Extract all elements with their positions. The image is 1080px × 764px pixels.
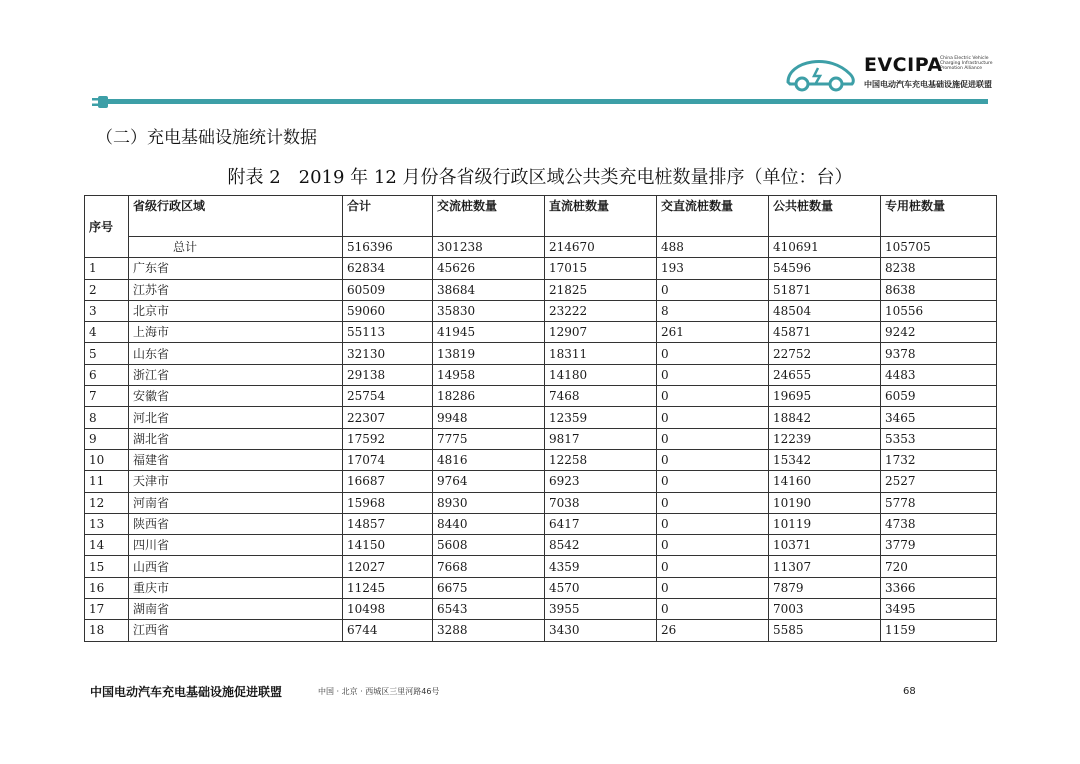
- table-cell: 12359: [545, 407, 657, 428]
- table-cell: 24655: [769, 364, 881, 385]
- table-cell: 0: [657, 407, 769, 428]
- table-cell: 4816: [433, 449, 545, 470]
- logo-wordmark: EVCIPA: [864, 54, 943, 76]
- table-cell: 59060: [343, 300, 433, 321]
- table-cell: 浙江省: [129, 364, 343, 385]
- table-cell: 14150: [343, 535, 433, 556]
- table-row: [85, 535, 997, 556]
- table-cell: 1732: [881, 449, 997, 470]
- header-total: 合计: [343, 196, 433, 237]
- table-cell: 7038: [545, 492, 657, 513]
- table-cell: 0: [657, 343, 769, 364]
- table-row: [85, 407, 997, 428]
- table-cell: 17592: [343, 428, 433, 449]
- table-cell: 51871: [769, 279, 881, 300]
- table-cell: 5778: [881, 492, 997, 513]
- table-cell: 22307: [343, 407, 433, 428]
- table-cell: 8: [85, 407, 129, 428]
- table-cell: 11245: [343, 577, 433, 598]
- table-row: [85, 513, 997, 534]
- table-cell: 3955: [545, 599, 657, 620]
- footer-address: 中国 · 北京 · 西城区三里河路46号: [318, 687, 440, 696]
- table-cell: 4570: [545, 577, 657, 598]
- table-cell: 江西省: [129, 620, 343, 641]
- table-cell: 6923: [545, 471, 657, 492]
- table-cell: 9764: [433, 471, 545, 492]
- total-row: [85, 237, 997, 258]
- table-cell: 0: [657, 279, 769, 300]
- table-cell: 福建省: [129, 449, 343, 470]
- table-cell: 720: [881, 556, 997, 577]
- header-seq: 序号: [85, 196, 129, 258]
- section-title: （二）充电基础设施统计数据: [96, 128, 317, 148]
- table-cell: 2527: [881, 471, 997, 492]
- table-cell: 湖北省: [129, 428, 343, 449]
- total-cell: 301238: [433, 237, 545, 258]
- table-cell: 13: [85, 513, 129, 534]
- table-cell: 0: [657, 386, 769, 407]
- table-cell: 0: [657, 535, 769, 556]
- header-public: 公共桩数量: [769, 196, 881, 237]
- header-rule: [108, 99, 988, 104]
- table-row: [85, 386, 997, 407]
- table-cell: 18842: [769, 407, 881, 428]
- table-cell: 8238: [881, 258, 997, 279]
- table-cell: 安徽省: [129, 386, 343, 407]
- table-cell: 14160: [769, 471, 881, 492]
- header-dedicated: 专用桩数量: [881, 196, 997, 237]
- table-cell: 6675: [433, 577, 545, 598]
- table-cell: 9817: [545, 428, 657, 449]
- table-row: [85, 300, 997, 321]
- table-cell: 0: [657, 577, 769, 598]
- table-cell: 11307: [769, 556, 881, 577]
- table-cell: 23222: [545, 300, 657, 321]
- table-cell: 4359: [545, 556, 657, 577]
- footer-org: 中国电动汽车充电基础设施促进联盟: [90, 685, 283, 699]
- table-cell: 18: [85, 620, 129, 641]
- table-title: 附表 2 2019 年 12 月份各省级行政区域公共类充电桩数量排序（单位：台）: [227, 167, 853, 188]
- table-cell: 6417: [545, 513, 657, 534]
- table-cell: 7003: [769, 599, 881, 620]
- table-cell: 13819: [433, 343, 545, 364]
- table-cell: 193: [657, 258, 769, 279]
- table-cell: 12027: [343, 556, 433, 577]
- table-cell: 32130: [343, 343, 433, 364]
- table-cell: 0: [657, 471, 769, 492]
- header-dc: 直流桩数量: [545, 196, 657, 237]
- table-cell: 14857: [343, 513, 433, 534]
- table-cell: 38684: [433, 279, 545, 300]
- table-cell: 18286: [433, 386, 545, 407]
- table-cell: 山西省: [129, 556, 343, 577]
- table-cell: 0: [657, 556, 769, 577]
- header-acdc: 交直流桩数量: [657, 196, 769, 237]
- table-cell: 9378: [881, 343, 997, 364]
- table-cell: 北京市: [129, 300, 343, 321]
- table-cell: 7: [85, 386, 129, 407]
- table-cell: 6543: [433, 599, 545, 620]
- table-row: [85, 428, 997, 449]
- table-cell: 48504: [769, 300, 881, 321]
- table-row: [85, 343, 997, 364]
- table-cell: 4738: [881, 513, 997, 534]
- total-cell: 516396: [343, 237, 433, 258]
- table-cell: 江苏省: [129, 279, 343, 300]
- table-cell: 山东省: [129, 343, 343, 364]
- table-cell: 8542: [545, 535, 657, 556]
- table-cell: 18311: [545, 343, 657, 364]
- table-cell: 15968: [343, 492, 433, 513]
- table-cell: 0: [657, 492, 769, 513]
- table-cell: 5: [85, 343, 129, 364]
- table-cell: 3: [85, 300, 129, 321]
- table-row: [85, 322, 997, 343]
- table-cell: 7879: [769, 577, 881, 598]
- table-cell: 41945: [433, 322, 545, 343]
- total-cell: 488: [657, 237, 769, 258]
- table-cell: 7775: [433, 428, 545, 449]
- table-cell: 3465: [881, 407, 997, 428]
- table-cell: 3366: [881, 577, 997, 598]
- table-cell: 3288: [433, 620, 545, 641]
- table-cell: 天津市: [129, 471, 343, 492]
- table-cell: 35830: [433, 300, 545, 321]
- table-cell: 广东省: [129, 258, 343, 279]
- total-label: 总计: [129, 237, 343, 258]
- table-cell: 9948: [433, 407, 545, 428]
- table-row: [85, 492, 997, 513]
- table-cell: 261: [657, 322, 769, 343]
- table-cell: 17: [85, 599, 129, 620]
- logo-subtitle: China Electric Vehicle Charging Infrastructure Promotion Alliance: [940, 56, 993, 71]
- table-cell: 12: [85, 492, 129, 513]
- table-cell: 0: [657, 449, 769, 470]
- table-cell: 26: [657, 620, 769, 641]
- table-cell: 四川省: [129, 535, 343, 556]
- table-cell: 60509: [343, 279, 433, 300]
- table-cell: 10371: [769, 535, 881, 556]
- table-cell: 45871: [769, 322, 881, 343]
- table-cell: 55113: [343, 322, 433, 343]
- table-cell: 29138: [343, 364, 433, 385]
- table-cell: 12239: [769, 428, 881, 449]
- table-cell: 17015: [545, 258, 657, 279]
- table-cell: 5608: [433, 535, 545, 556]
- car-plug-icon: [782, 52, 860, 94]
- total-cell: 214670: [545, 237, 657, 258]
- header-region: 省级行政区域: [129, 196, 343, 237]
- table-row: [85, 449, 997, 470]
- table-cell: 10498: [343, 599, 433, 620]
- table-cell: 14180: [545, 364, 657, 385]
- table-cell: 0: [657, 599, 769, 620]
- table-cell: 16687: [343, 471, 433, 492]
- table-cell: 1: [85, 258, 129, 279]
- table-row: [85, 620, 997, 641]
- logo-chinese-name: 中国电动汽车充电基础设施促进联盟: [864, 80, 992, 89]
- table-cell: 45626: [433, 258, 545, 279]
- table-cell: 重庆市: [129, 577, 343, 598]
- table-cell: 21825: [545, 279, 657, 300]
- table-cell: 4483: [881, 364, 997, 385]
- table-cell: 2: [85, 279, 129, 300]
- table-cell: 14: [85, 535, 129, 556]
- table-cell: 10556: [881, 300, 997, 321]
- table-row: [85, 556, 997, 577]
- table-cell: 22752: [769, 343, 881, 364]
- page-number: 68: [903, 686, 916, 697]
- table-cell: 8: [657, 300, 769, 321]
- header-ac: 交流桩数量: [433, 196, 545, 237]
- table-cell: 15: [85, 556, 129, 577]
- table-cell: 15342: [769, 449, 881, 470]
- table-cell: 54596: [769, 258, 881, 279]
- table-cell: 25754: [343, 386, 433, 407]
- total-cell: 105705: [881, 237, 997, 258]
- table-cell: 62834: [343, 258, 433, 279]
- table-cell: 7668: [433, 556, 545, 577]
- table-cell: 3495: [881, 599, 997, 620]
- table-row: [85, 599, 997, 620]
- table-cell: 5353: [881, 428, 997, 449]
- table-cell: 4: [85, 322, 129, 343]
- table-cell: 8638: [881, 279, 997, 300]
- table-cell: 16: [85, 577, 129, 598]
- table-cell: 10190: [769, 492, 881, 513]
- table-cell: 9: [85, 428, 129, 449]
- table-cell: 17074: [343, 449, 433, 470]
- table-row: [85, 258, 997, 279]
- table-header-row: [85, 196, 997, 237]
- total-cell: 410691: [769, 237, 881, 258]
- table-cell: 19695: [769, 386, 881, 407]
- table-cell: 陕西省: [129, 513, 343, 534]
- charging-pile-ranking-table: [84, 195, 997, 642]
- table-cell: 12907: [545, 322, 657, 343]
- table-row: [85, 364, 997, 385]
- table-cell: 8440: [433, 513, 545, 534]
- table-cell: 8930: [433, 492, 545, 513]
- table-cell: 上海市: [129, 322, 343, 343]
- table-cell: 14958: [433, 364, 545, 385]
- table-cell: 3779: [881, 535, 997, 556]
- table-cell: 10119: [769, 513, 881, 534]
- table-cell: 6059: [881, 386, 997, 407]
- table-cell: 9242: [881, 322, 997, 343]
- table-cell: 1159: [881, 620, 997, 641]
- table-cell: 10: [85, 449, 129, 470]
- evcipa-logo: [782, 52, 1002, 94]
- table-cell: 11: [85, 471, 129, 492]
- table-cell: 6: [85, 364, 129, 385]
- table-cell: 河北省: [129, 407, 343, 428]
- table-cell: 0: [657, 428, 769, 449]
- table-cell: 0: [657, 364, 769, 385]
- table-cell: 7468: [545, 386, 657, 407]
- table-cell: 0: [657, 513, 769, 534]
- table-cell: 3430: [545, 620, 657, 641]
- table-row: [85, 279, 997, 300]
- table-row: [85, 577, 997, 598]
- table-cell: 湖南省: [129, 599, 343, 620]
- table-row: [85, 471, 997, 492]
- table-cell: 河南省: [129, 492, 343, 513]
- table-cell: 12258: [545, 449, 657, 470]
- table-cell: 5585: [769, 620, 881, 641]
- table-cell: 6744: [343, 620, 433, 641]
